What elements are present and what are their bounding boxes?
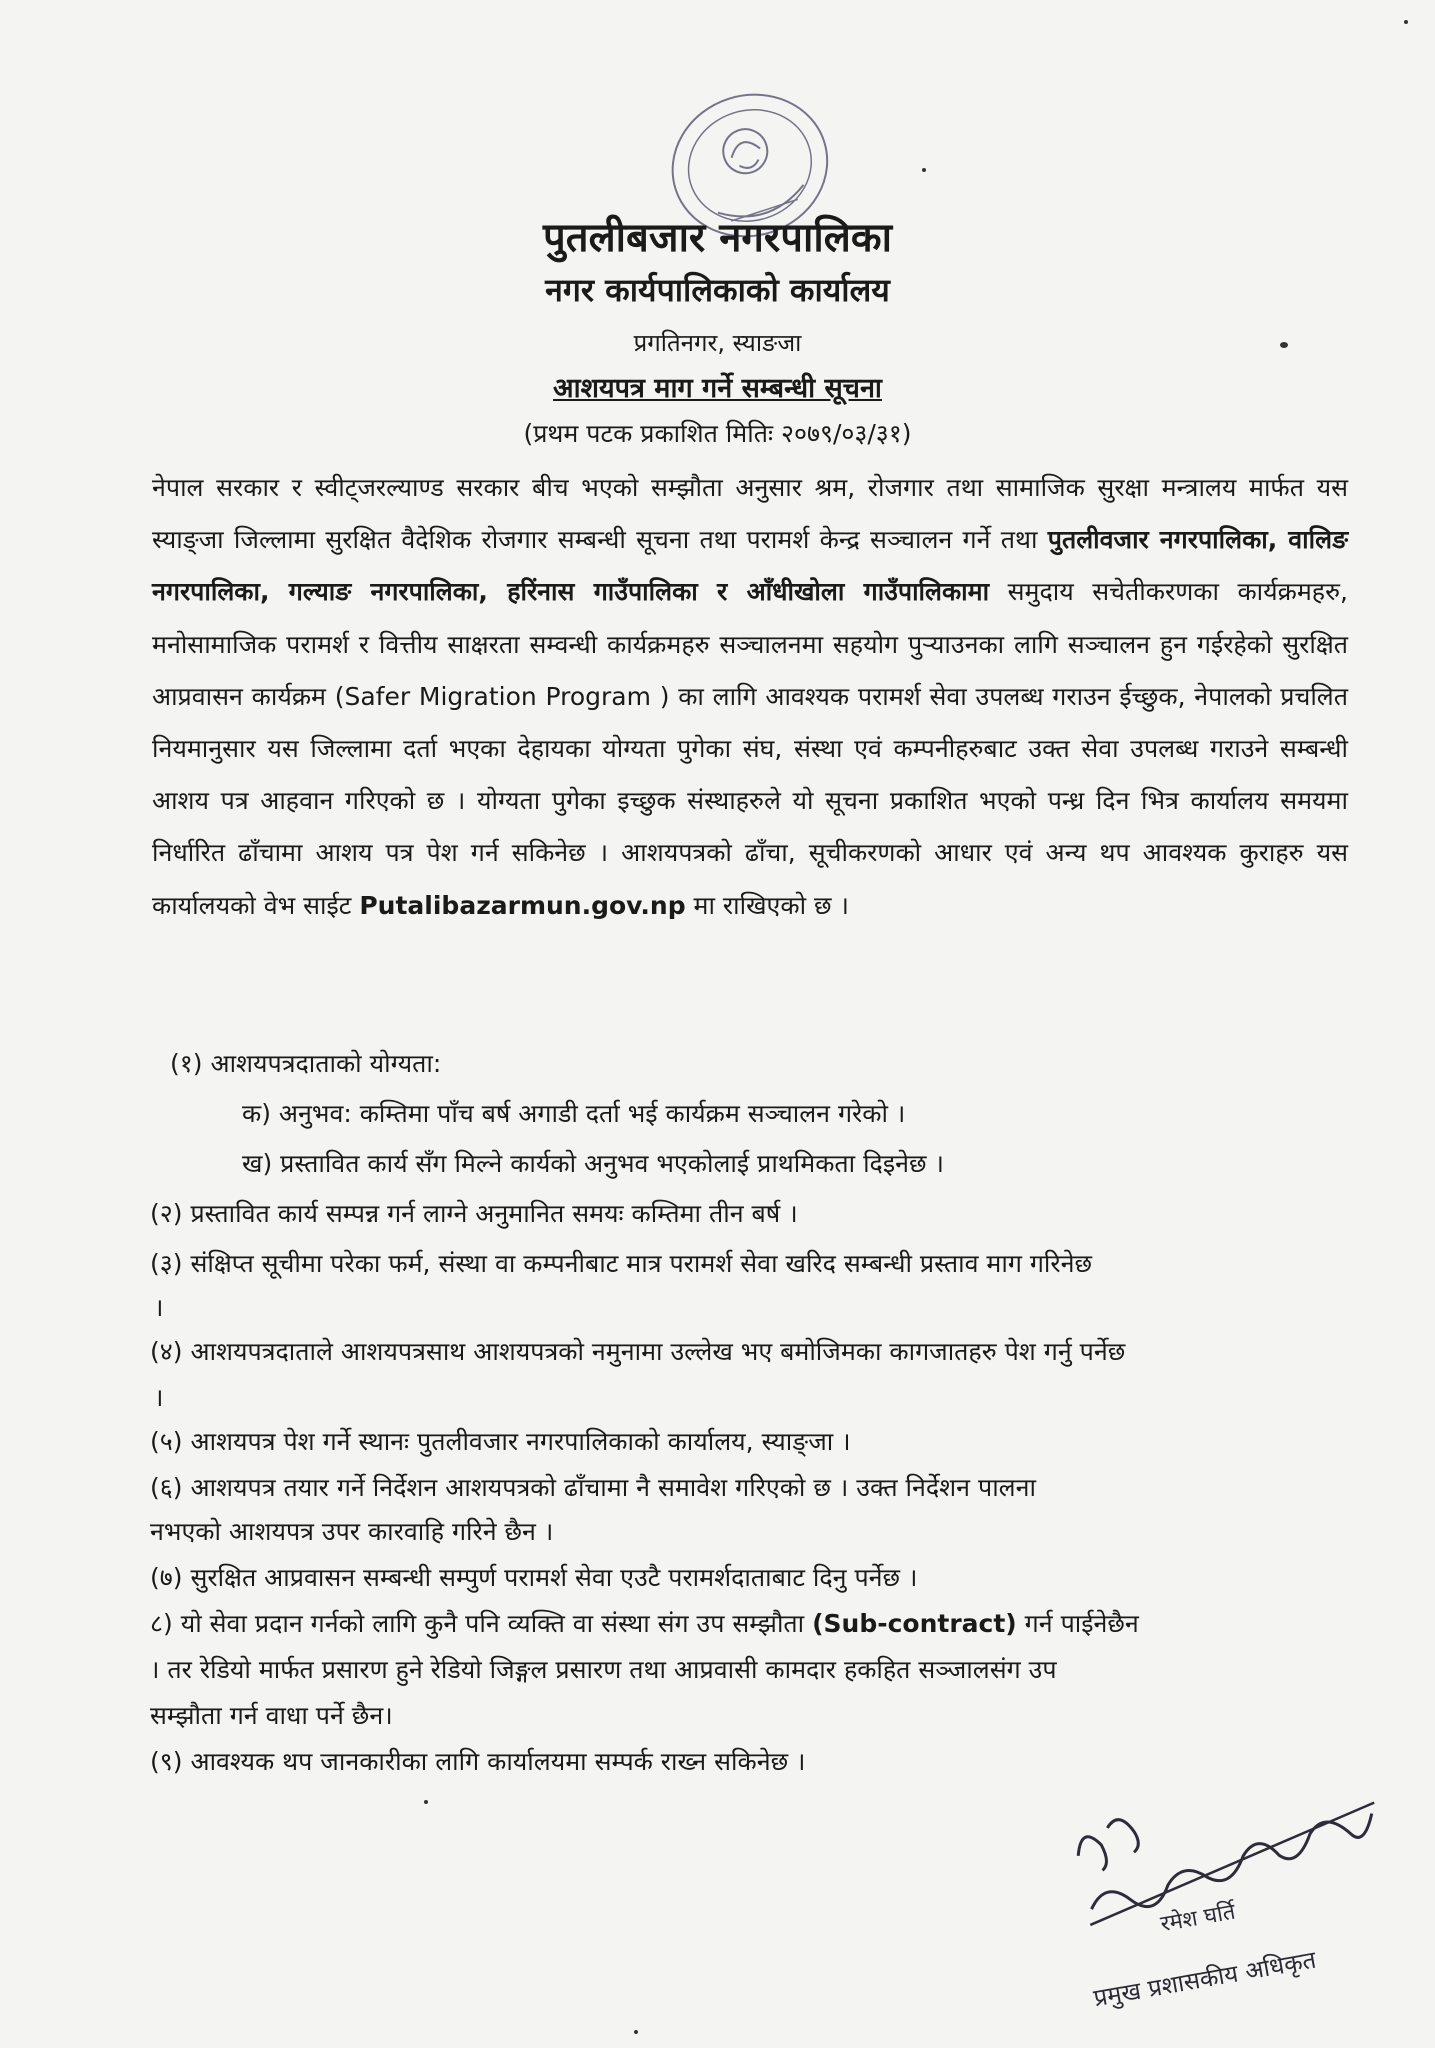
office-name: नगर कार्यपालिकाको कार्यालय — [545, 271, 890, 309]
scan-speck — [922, 168, 926, 172]
item-3: (३) संक्षिप्त सूचीमा परेका फर्म, संस्था वा कम्पनीबाट मात्र परामर्श सेवा खरिद सम्बन्धी प्रस्ताव माग गरिनेछ — [150, 1249, 1093, 1278]
publish-date: (प्रथम पटक प्रकाशित मितिः २०७९/०३/३१) — [523, 419, 912, 448]
item-8-line1 — [150, 1606, 1139, 1640]
org-name: पुतलीबजार नगरपालिका — [543, 215, 892, 261]
signatory-title: प्रमुख प्रशासकीय अधिकृत — [1091, 1945, 1319, 2013]
scan-speck — [424, 1800, 428, 1804]
item-1b: ख) प्रस्तावित कार्य सँग मिल्ने कार्यको अनुभव भएकोलाई प्राथमिकता दिइनेछ । — [242, 1149, 944, 1178]
item-1a: क) अनुभव: कम्तिमा पाँच बर्ष अगाडी दर्ता भई कार्यक्रम सञ्चालन गरेको । — [242, 1099, 906, 1128]
body-text-part1: नेपाल सरकार र स्वीट्जरल्याण्ड सरकार बीच भएको सम्झौता अनुसार श्रम, रोजगार तथा सामाजिक सुरक्षा मन्त्रालय मार्फत यस स्याङ्जा जिल्लामा सुरक्षित वैदेशिक रोजगार सम्बन्धी सूचना तथा परामर्श केन्द्र सञ्चालन गर्ने तथा — [152, 473, 1348, 555]
scan-speck — [1404, 20, 1408, 24]
item-8-text-c: गर्न पाईनेछैन — [1016, 1609, 1139, 1638]
item-7: (७) सुरक्षित आप्रवासन सम्बन्धी सम्पुर्ण परामर्श सेवा एउटै परामर्शदाताबाट दिनु पर्नेछ । — [150, 1563, 918, 1592]
item-9: (९) आवश्यक थप जानकारीका लागि कार्यालयमा सम्पर्क राख्न सकिनेछ । — [150, 1747, 806, 1776]
signatory-name: रमेश घर्ति — [1158, 1899, 1238, 1938]
item-1: (१) आशयपत्रदाताको योग्यता: — [170, 1049, 442, 1078]
scan-speck — [1280, 342, 1288, 348]
body-municipalities: पुतलीवजार नगरपालिका, वालिङ नगरपालिका, गल्याङ नगरपालिका, हरिंनास गाउँपालिका र आँधीखोला गाउँपालिकामा — [152, 525, 1348, 607]
item-4-end: । — [154, 1383, 164, 1412]
website-link[interactable]: Putalibazarmun.gov.np — [359, 890, 686, 920]
item-8-text-a: ८) यो सेवा प्रदान गर्नको लागि कुनै पनि व्यक्ति वा संस्था संग उप सम्झौता — [150, 1609, 813, 1638]
scan-speck — [634, 2030, 638, 2034]
body-text-part3: मा राखिएको छ । — [685, 890, 849, 920]
notice-title: आशयपत्र माग गर्ने सम्बन्धी सूचना — [553, 373, 882, 404]
item-5: (५) आशयपत्र पेश गर्ने स्थानः पुतलीवजार नगरपालिकाको कार्यालय, स्याङ्जा । — [150, 1427, 851, 1456]
item-8-subcontract: (Sub-contract) — [812, 1609, 1017, 1638]
office-address: प्रगतिनगर, स्याङजा — [633, 329, 802, 357]
item-8-line2: । तर रेडियो मार्फत प्रसारण हुने रेडियो जिङ्गल प्रसारण तथा आप्रवासी कामदार हकहित सञ्जालसंग उप — [150, 1655, 1057, 1684]
item-4: (४) आशयपत्रदाताले आशयपत्रसाथ आशयपत्रको नमुनामा उल्लेख भए बमोजिमका कागजातहरु पेश गर्नु पर्नेछ — [150, 1337, 1126, 1366]
item-8-line3: सम्झौता गर्न वाधा पर्ने छैन। — [150, 1701, 393, 1730]
item-6-line2: नभएको आशयपत्र उपर कारवाहि गरिने छैन । — [150, 1517, 554, 1546]
body-text-part2: समुदाय सचेतीकरणका कार्यक्रमहरु, मनोसामाजिक परामर्श र वित्तीय साक्षरता सम्वन्धी कार्यक्रमहरु सञ्चालनमा सहयोग पुर्‍याउनका लागि सञ्चालन हुन गईरहेको सुरक्षित आप्रवासन कार्यक्रम (Safer Migration Program ) का लागि आवश्यक परामर्श सेवा उपलब्ध गराउन ईच्छुक, नेपालको प्रचलित नियमानुसार यस जिल्लामा दर्ता भएका देहायका योग्यता पुगेका संघ, संस्था एवं कम्पनीहरुबाट उक्त सेवा उपलब्ध गराउने सम्बन्धी आशय पत्र आहवान गरिएको छ । योग्यता पुगेका इच्छुक संस्थाहरुले यो सूचना प्रकाशित भएको पन्ध्र दिन भित्र कार्यालय समयमा निर्धारित ढाँचामा आशय पत्र पेश गर्न सकिनेछ । आशयपत्रको ढाँचा, सूचीकरणको आधार एवं अन्य थप आवश्यक कुराहरु यस कार्यालयको वेभ साईट — [152, 577, 1348, 920]
item-3-end: । — [154, 1293, 164, 1322]
item-6-line1: (६) आशयपत्र तयार गर्ने निर्देशन आशयपत्रको ढाँचामा नै समावेश गरिएको छ । उक्त निर्देशन पालना — [150, 1473, 1036, 1502]
item-2: (२) प्रस्तावित कार्य सम्पन्न गर्न लाग्ने अनुमानित समयः कम्तिमा तीन बर्ष । — [150, 1199, 798, 1228]
notice-body — [152, 462, 1348, 932]
